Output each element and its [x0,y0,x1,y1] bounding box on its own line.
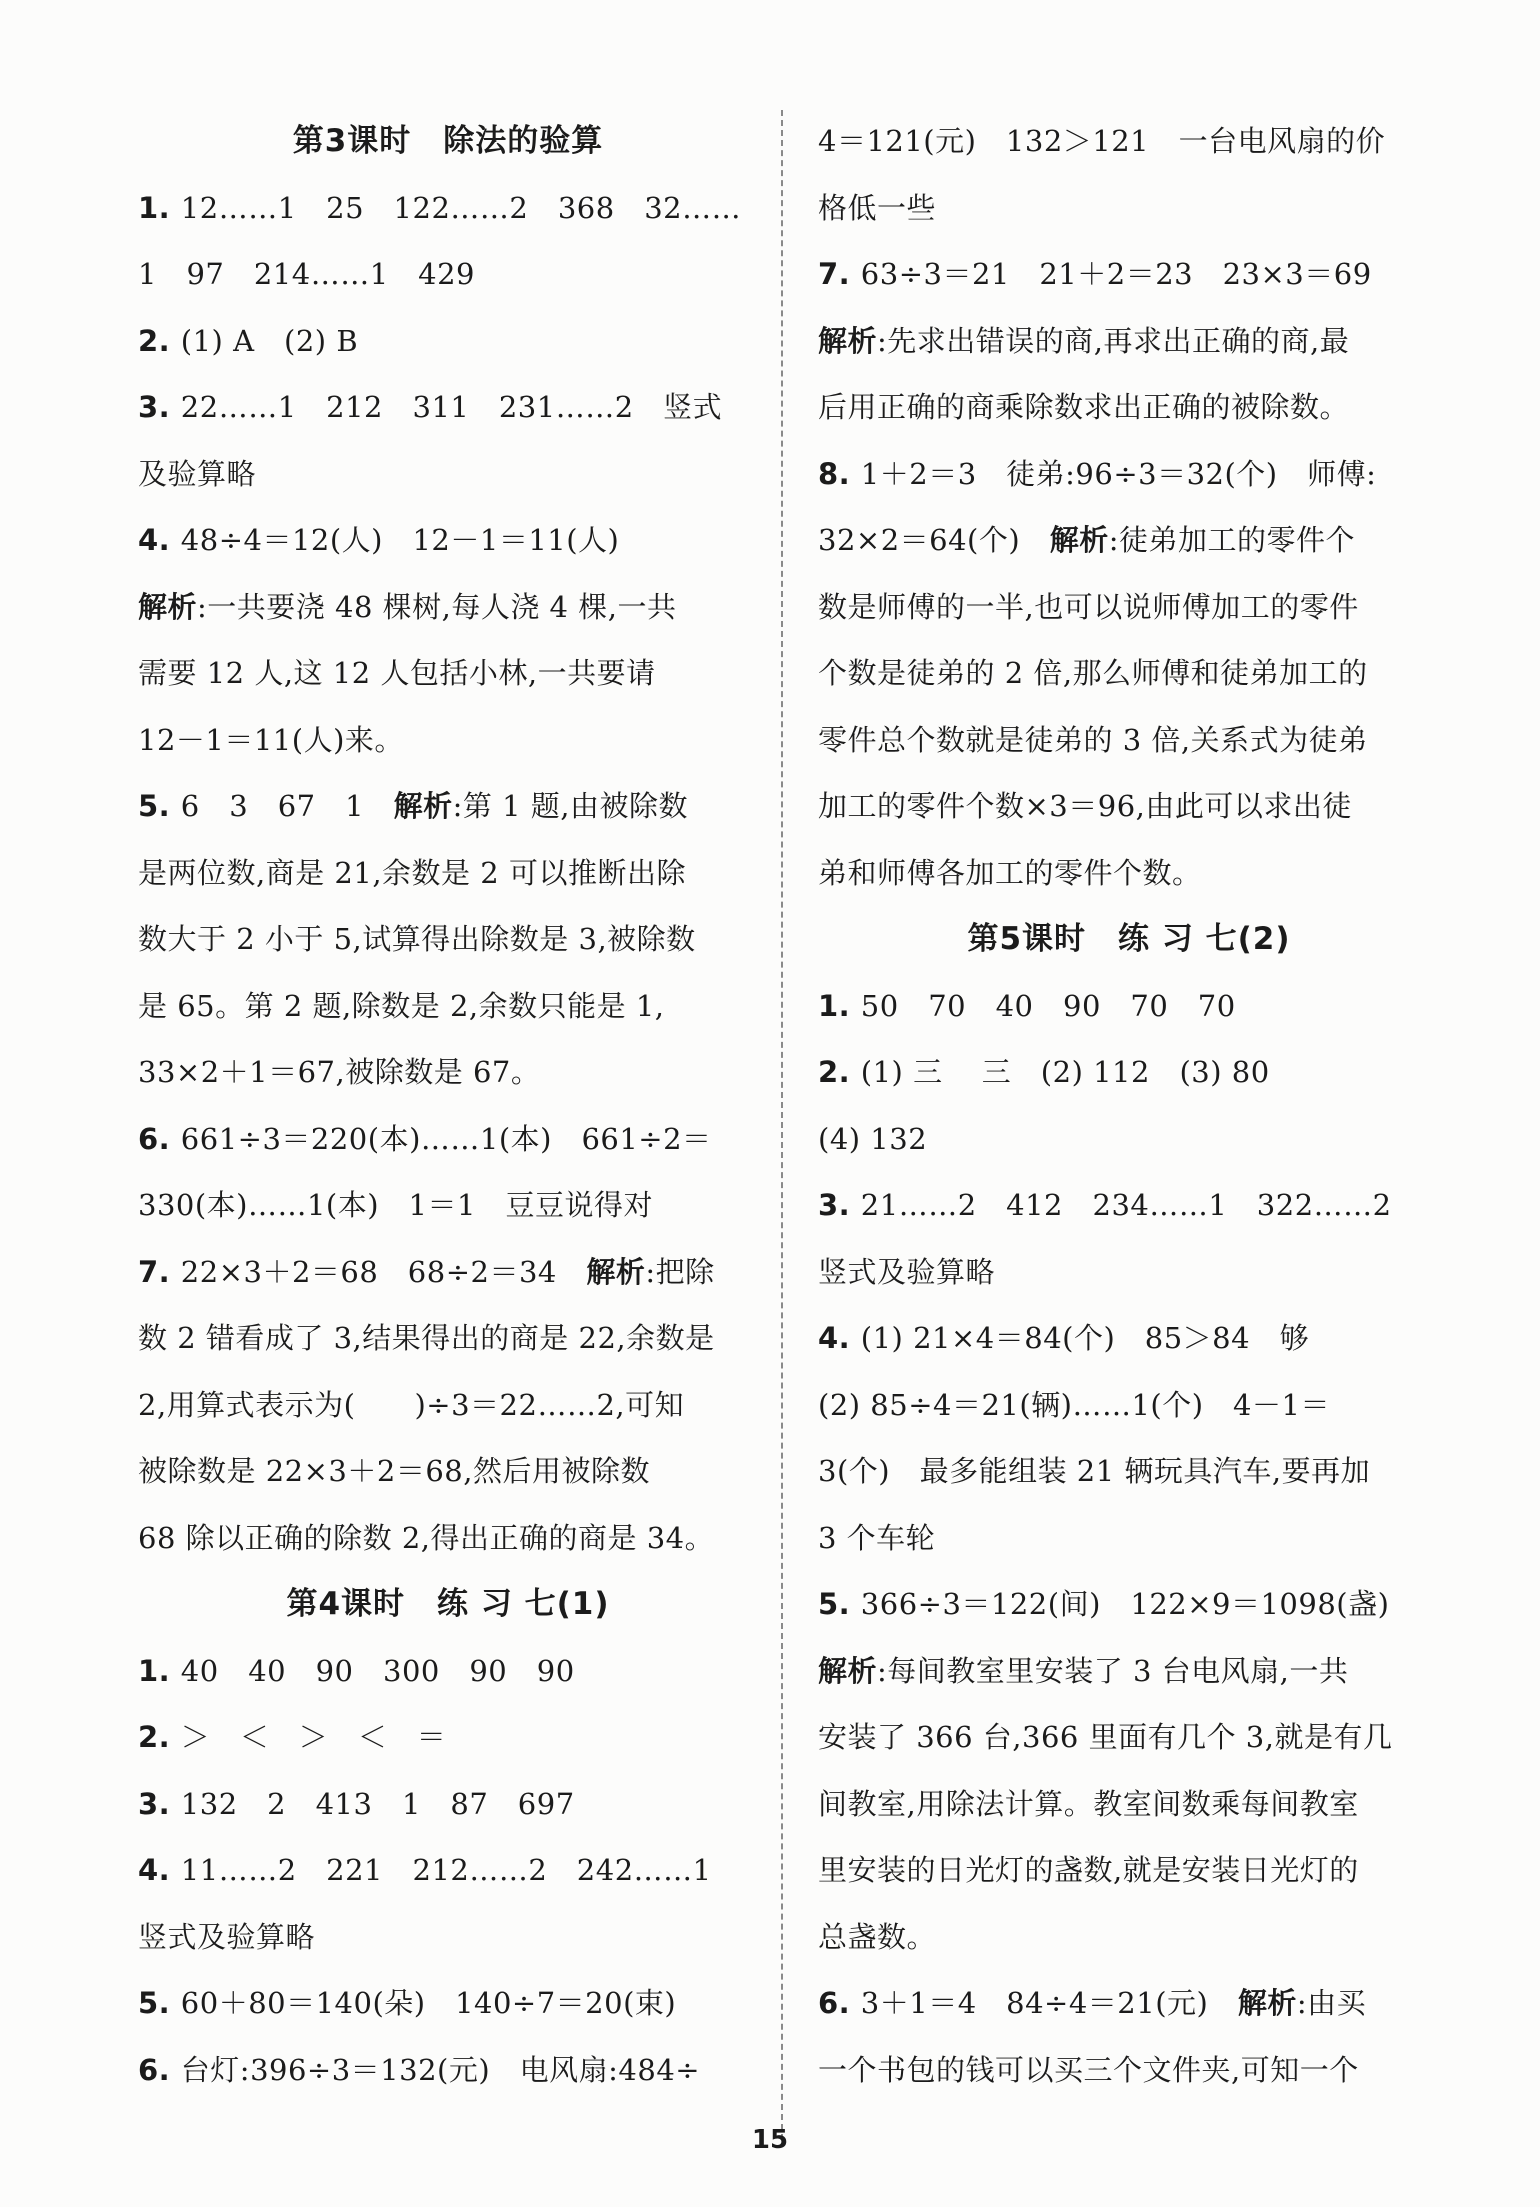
left-column [138,108,758,2103]
answer-line [818,108,1440,175]
analysis-label: 解析 [586,1254,646,1289]
question-number: 1. [138,190,181,225]
question-number: 6. [818,1986,861,2020]
answer-line [138,1771,758,1838]
line-text: 总盏数。 [818,1919,937,1954]
line-text: 40 40 90 300 90 90 [180,1653,575,1688]
answer-line [138,1638,758,1705]
question-number: 3. [138,390,181,424]
line-text: 48÷4＝12(人) 12－1＝11(人) [180,523,620,557]
line-text-after: :徒弟加工的零件个 [1108,523,1355,557]
question-number: 8. [818,456,861,491]
question-number: 4. [818,1321,861,1355]
question-number: 3. [818,1188,861,1222]
lesson-heading: 第3课时 除法的验算 [292,123,604,159]
line-text: 间教室,用除法计算。教室间数乘每间教室 [818,1786,1359,1821]
line-text: 3＋1＝4 84÷4＝21(元) [860,1986,1238,2020]
line-text: 数是师傅的一半,也可以说师傅加工的零件 [818,589,1359,624]
line-text: 加工的零件个数×3＝96,由此可以求出徒 [818,789,1352,823]
right-column [818,108,1440,2103]
answer-line [818,1505,1440,1572]
line-text: 4＝121(元) 132＞121 一台电风扇的价 [818,124,1386,158]
answer-line [818,308,1440,375]
answer-line [818,840,1440,907]
answer-line [818,574,1440,641]
line-text: 33×2＋1＝67,被除数是 67。 [138,1055,541,1089]
line-text: 63÷3＝21 21＋2＝23 23×3＝69 [860,257,1372,291]
line-text: 需要 12 人,这 12 人包括小林,一共要请 [138,656,656,690]
line-text: 68 除以正确的除数 2,得出正确的商是 34。 [138,1520,715,1555]
column-divider [781,110,783,2140]
answer-line [138,507,758,574]
answer-line [138,773,758,840]
answer-line [818,1771,1440,1838]
line-text: 竖式及验算略 [818,1254,996,1289]
question-number: 2. [138,1720,181,1754]
line-text: :一共要浇 48 棵树,每人浇 4 棵,一共 [197,589,677,624]
answer-line [818,374,1440,441]
line-text: 22×3＋2＝68 68÷2＝34 [180,1254,587,1289]
question-number: 4. [138,523,181,557]
line-text: 台灯:396÷3＝132(元) 电风扇:484÷ [180,2052,701,2087]
answer-line [818,640,1440,707]
line-text: 是两位数,商是 21,余数是 2 可以推断出除 [138,855,686,890]
answer-line [138,1106,758,1173]
question-number: 7. [138,1254,181,1289]
line-text: 50 70 40 90 70 70 [860,988,1236,1023]
analysis-label: 解析 [138,589,198,624]
line-text: 一个书包的钱可以买三个文件夹,可知一个 [818,2052,1359,2087]
answer-line [138,707,758,774]
line-text: 3 个车轮 [818,1520,936,1555]
answer-line [138,1372,758,1439]
answer-line [138,1438,758,1505]
question-number: 5. [138,1986,181,2020]
answer-line [138,2037,758,2104]
question-number: 6. [138,2052,181,2087]
question-number: 1. [138,1653,181,1688]
line-text: :每间教室里安装了 3 台电风扇,一共 [877,1653,1349,1688]
lesson-heading: 第4课时 练 习 七(1) [286,1586,610,1622]
analysis-label: 解析 [1049,523,1109,557]
answer-line [818,2037,1440,2104]
answer-line [138,973,758,1040]
line-text-after: :由买 [1296,1986,1367,2020]
answer-line [818,1704,1440,1771]
answer-line [818,773,1440,840]
question-number: 5. [138,789,181,823]
line-text: 12－1＝11(人)来。 [138,722,404,757]
line-text: 后用正确的商乘除数求出正确的被除数。 [818,390,1350,424]
question-number: 4. [138,1853,181,1887]
line-text: :先求出错误的商,再求出正确的商,最 [877,323,1350,358]
question-number: 5. [818,1587,861,1621]
answer-line [138,1305,758,1372]
answer-line [138,441,758,508]
answer-line [138,175,758,242]
question-number: 7. [818,257,861,291]
line-text: 12……1 25 122……2 368 32…… [180,190,742,225]
answer-line [818,1638,1440,1705]
analysis-label: 解析 [393,789,453,823]
line-text: (2) 85÷4＝21(辆)……1(个) 4－1＝ [818,1387,1330,1422]
answer-line [818,1172,1440,1239]
answer-line [818,507,1440,574]
answer-line [818,1904,1440,1971]
line-text: 132 2 413 1 87 697 [180,1786,575,1821]
line-text: 1＋2＝3 徒弟:96÷3＝32(个) 师傅: [860,456,1377,491]
question-number: 3. [138,1786,181,1821]
line-text: 弟和师傅各加工的零件个数。 [818,855,1202,890]
question-number: 2. [818,1055,861,1089]
line-text: 21……2 412 234……1 322……2 [860,1188,1392,1222]
answer-line [138,1970,758,2037]
answer-line [818,1970,1440,2037]
answer-line [818,1372,1440,1439]
answer-line [138,1239,758,1306]
line-text: 零件总个数就是徒弟的 3 倍,关系式为徒弟 [818,722,1368,757]
line-text: 1 97 214……1 429 [138,257,476,291]
answer-line [138,1172,758,1239]
analysis-label: 解析 [1237,1986,1297,2020]
line-text-after: :把除 [645,1254,715,1289]
question-number: 6. [138,1121,181,1156]
line-text: 6 3 67 1 [180,789,394,823]
line-text: ＞ ＜ ＞ ＜ ＝ [180,1720,447,1754]
page-number: 15 [751,2125,789,2155]
line-text: 是 65。第 2 题,除数是 2,余数只能是 1, [138,988,665,1023]
answer-line [818,1239,1440,1306]
answer-line [818,1571,1440,1638]
line-text: 22……1 212 311 231……2 竖式 [180,390,723,424]
answer-line [138,840,758,907]
line-text: 3(个) 最多能组装 21 辆玩具汽车,要再加 [818,1454,1371,1488]
answer-line [138,308,758,375]
answer-line [818,1837,1440,1904]
answer-line [818,1039,1440,1106]
line-text: 竖式及验算略 [138,1919,316,1954]
answer-line [818,441,1440,508]
answer-line [138,906,758,973]
line-text-after: :第 1 题,由被除数 [452,789,688,823]
answer-line [818,175,1440,242]
lesson-heading: 第5课时 练 习 七(2) [967,921,1291,957]
answer-line [818,707,1440,774]
answer-line [818,1438,1440,1505]
answer-line [138,1704,758,1771]
line-text: 661÷3＝220(本)……1(本) 661÷2＝ [180,1121,712,1156]
question-number: 2. [138,323,181,358]
line-text: 366÷3＝122(间) 122×9＝1098(盏) [860,1587,1390,1621]
line-text: 里安装的日光灯的盏数,就是安装日光灯的 [818,1853,1359,1887]
line-text: (4) 132 [818,1121,928,1156]
line-text: (1) 三 三 (2) 112 (3) 80 [860,1055,1270,1089]
answer-line [818,1305,1440,1372]
question-number: 1. [818,988,861,1023]
answer-line [138,241,758,308]
line-text: 330(本)……1(本) 1＝1 豆豆说得对 [138,1188,653,1222]
line-text: 格低一些 [818,190,937,225]
line-text: 2,用算式表示为( )÷3＝22……2,可知 [138,1387,685,1422]
line-text: 数 2 错看成了 3,结果得出的商是 22,余数是 [138,1321,715,1355]
line-text: 11……2 221 212……2 242……1 [180,1853,712,1887]
answer-line [138,1904,758,1971]
line-text: (1) 21×4＝84(个) 85＞84 够 [860,1321,1310,1355]
answer-line [138,374,758,441]
line-text: 安装了 366 台,366 里面有几个 3,就是有几 [818,1720,1393,1754]
line-text: 数大于 2 小于 5,试算得出除数是 3,被除数 [138,922,696,956]
line-text: 及验算略 [138,456,257,491]
answer-line [138,1837,758,1904]
line-text: 被除数是 22×3＋2＝68,然后用被除数 [138,1454,650,1488]
line-text: 60＋80＝140(朵) 140÷7＝20(束) [180,1986,677,2020]
answer-line [138,1039,758,1106]
line-text: (1) A (2) B [180,323,359,358]
answer-line [818,973,1440,1040]
analysis-label: 解析 [818,323,878,358]
line-text: 个数是徒弟的 2 倍,那么师傅和徒弟加工的 [818,656,1368,690]
answer-line [138,574,758,641]
answer-line [138,640,758,707]
answer-line [138,1505,758,1572]
answer-line [818,1106,1440,1173]
analysis-label: 解析 [818,1653,878,1688]
line-text: 32×2＝64(个) [818,523,1050,557]
answer-line [818,241,1440,308]
